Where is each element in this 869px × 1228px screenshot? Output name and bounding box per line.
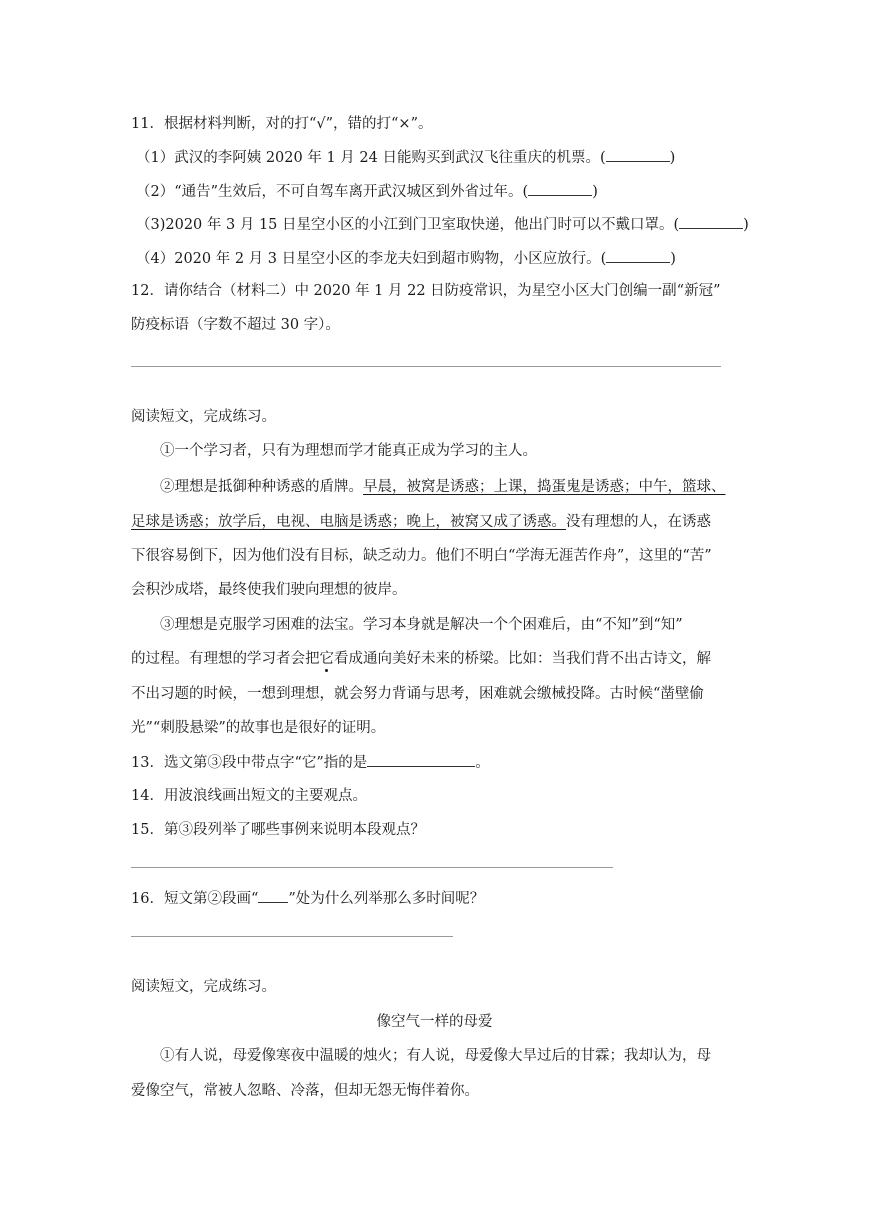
answer-blank[interactable]	[606, 147, 670, 162]
reading1-p3-line2: 的过程。有理想的学习者会把它看成通向美好未来的桥梁。比如：当我们背不出古诗文，解	[131, 651, 711, 667]
q12-answer-line[interactable]	[131, 366, 721, 367]
q14: 14．用波浪线画出短文的主要观点。	[131, 788, 367, 804]
q11-item-2: （2）“通告”生效后，不可自驾车离开武汉城区到外省过年。( )	[136, 181, 598, 202]
answer-blank[interactable]	[679, 214, 743, 229]
reading1-p2-line2: 足球是诱惑；放学后，电视、电脑是诱惑；晚上，被窝又成了诱惑。没有理想的人，在诱惑	[131, 514, 711, 530]
reading1-p3-line1: ③理想是克服学习困难的法宝。学习本身就是解决一个个困难后，由“不知”到“知”	[160, 617, 683, 633]
reading1-p3-line3: 不出习题的时候，一想到理想，就会努力背诵与思考，困难就会缴械投降。古时候“凿壁偷	[131, 686, 704, 702]
q11-item-3: （3)2020 年 3 月 15 日星空小区的小江到门卫室取快递，他出门时可以不戴口罩。( )	[136, 214, 749, 235]
q12-line-1: 12．请你结合（材料二）中 2020 年 1 月 22 日防疫常识，为星空小区大门创编一副“新冠”	[131, 283, 721, 299]
q15: 15．第③段列举了哪些事例来说明本段观点？	[131, 822, 425, 838]
reading1-intro: 阅读短文，完成练习。	[131, 409, 276, 425]
reading2-p1-line2: 爱像空气，常被人忽略、冷落，但却无怨无悔伴着你。	[131, 1083, 479, 1099]
q11-item-4: （4）2020 年 2 月 3 日星空小区的李龙夫妇到超市购物，小区应放行。( )	[136, 248, 676, 269]
reading1-p1: ①一个学习者，只有为理想而学才能真正成为学习的主人。	[160, 443, 537, 459]
reading1-p2-line1: ②理想是抵御种种诱惑的盾牌。早晨，被窝是诱惑；上课，捣蛋鬼是诱惑；中午，篮球、	[160, 479, 726, 495]
q15-answer-line[interactable]	[131, 867, 613, 868]
q16: 16．短文第②段画“ ”处为什么列举那么多时间呢？	[131, 888, 484, 909]
q12-line-2: 防疫标语（字数不超过 30 字）。	[131, 317, 340, 333]
underline-mark	[258, 888, 288, 903]
reading1-p3-line4: 光”“刺股悬梁”的故事也是很好的证明。	[131, 720, 386, 736]
answer-blank[interactable]	[606, 248, 670, 263]
reading2-title: 像空气一样的母爱	[376, 1014, 493, 1030]
q11-item-1: （1）武汉的李阿姨 2020 年 1 月 24 日能购买到武汉飞往重庆的机票。( )	[136, 147, 675, 168]
q11-stem: 11．根据材料判断，对的打“√”，错的打“×”。	[131, 116, 433, 132]
underlined-text: 足球是诱惑；放学后，电视、电脑是诱惑；晚上，被窝又成了诱惑。	[131, 514, 566, 530]
reading1-p2-line3: 下很容易倒下，因为他们没有目标，缺乏动力。他们不明白“学海无涯苦作舟”，这里的“苦”	[131, 548, 712, 564]
answer-blank[interactable]	[367, 752, 475, 767]
answer-blank[interactable]	[528, 181, 592, 196]
dotted-character: 它	[319, 651, 334, 667]
underlined-text: 早晨，被窝是诱惑；上课，捣蛋鬼是诱惑；中午，篮球、	[363, 479, 726, 495]
reading2-intro: 阅读短文，完成练习。	[131, 979, 276, 995]
reading1-p2-line4: 会积沙成塔，最终使我们驶向理想的彼岸。	[131, 582, 407, 598]
reading2-p1-line1: ①有人说，母爱像寒夜中温暖的烛火；有人说，母爱像大旱过后的甘霖；我却认为，母	[160, 1048, 711, 1064]
q16-answer-line[interactable]	[131, 936, 453, 937]
q13: 13．选文第③段中带点字“它”指的是 。	[131, 752, 490, 773]
